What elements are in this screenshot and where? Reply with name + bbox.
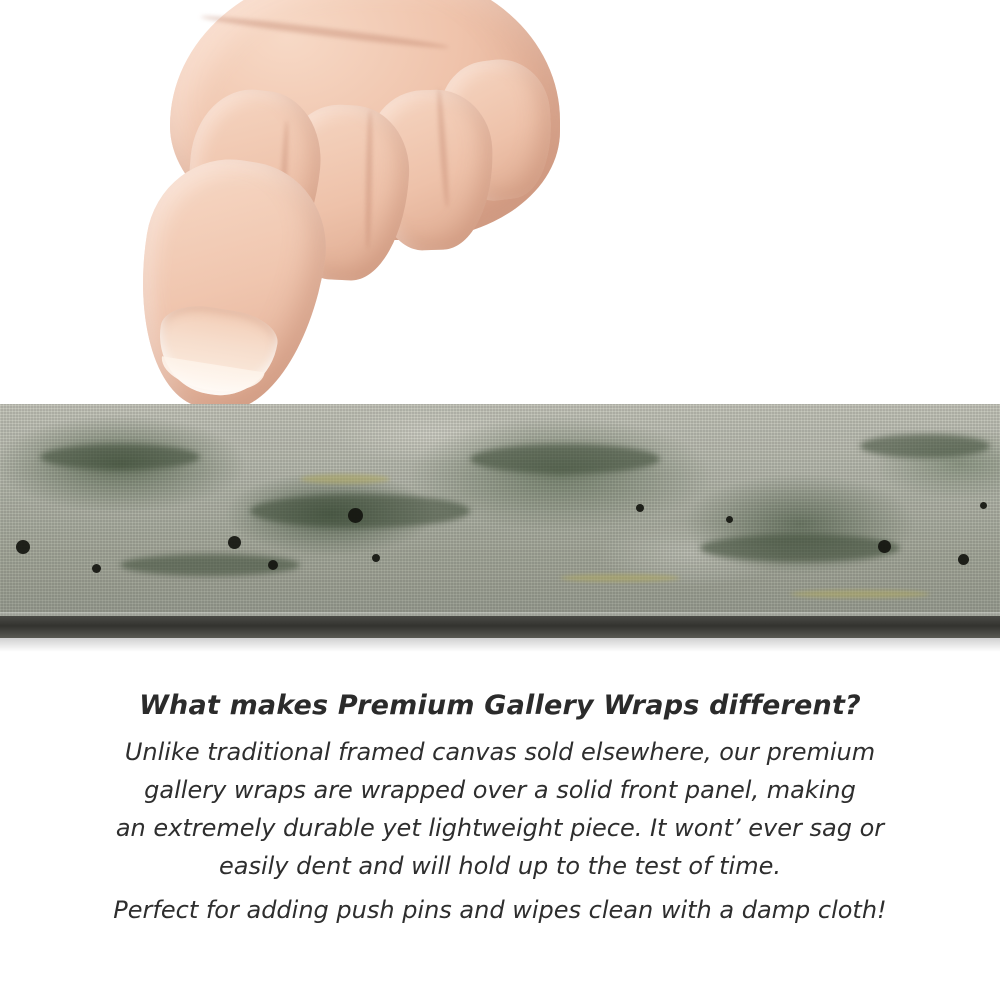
wrap-drop-shadow xyxy=(0,638,1000,652)
canvas-highlight xyxy=(790,590,930,598)
canvas-speck xyxy=(268,560,278,570)
canvas-speck xyxy=(958,554,969,565)
canvas-speck xyxy=(92,564,101,573)
canvas-speck xyxy=(980,502,987,509)
canvas-highlight xyxy=(300,474,390,484)
canvas-streak xyxy=(40,444,200,470)
canvas-speck xyxy=(636,504,644,512)
canvas-speck xyxy=(16,540,30,554)
canvas-weave-texture xyxy=(0,404,1000,616)
canvas-streak xyxy=(860,434,990,458)
caption-line-3: an extremely durable yet lightweight piece. It wont’ ever sag or xyxy=(115,814,885,842)
hand-illustration xyxy=(130,0,560,430)
canvas-speck xyxy=(228,536,241,549)
caption-line-4: easily dent and will hold up to the test of time. xyxy=(218,852,781,880)
canvas-speck xyxy=(726,516,733,523)
caption-closing-line: Perfect for adding push pins and wipes clean with a damp cloth! xyxy=(113,896,887,924)
canvas-speck xyxy=(372,554,380,562)
canvas-wrap-strip xyxy=(0,404,1000,616)
caption-heading: What makes Premium Gallery Wraps different? xyxy=(139,690,861,721)
canvas-highlight xyxy=(560,574,680,582)
canvas-speck xyxy=(348,508,363,523)
canvas-streak xyxy=(700,534,900,562)
canvas-speck xyxy=(878,540,891,553)
caption-line-1: Unlike traditional framed canvas sold elsewhere, our premium xyxy=(124,738,876,766)
caption-block xyxy=(0,690,1000,929)
canvas-streak xyxy=(470,444,660,474)
wrap-edge-thickness xyxy=(0,616,1000,638)
caption-line-2: gallery wraps are wrapped over a solid front panel, making xyxy=(144,776,856,804)
